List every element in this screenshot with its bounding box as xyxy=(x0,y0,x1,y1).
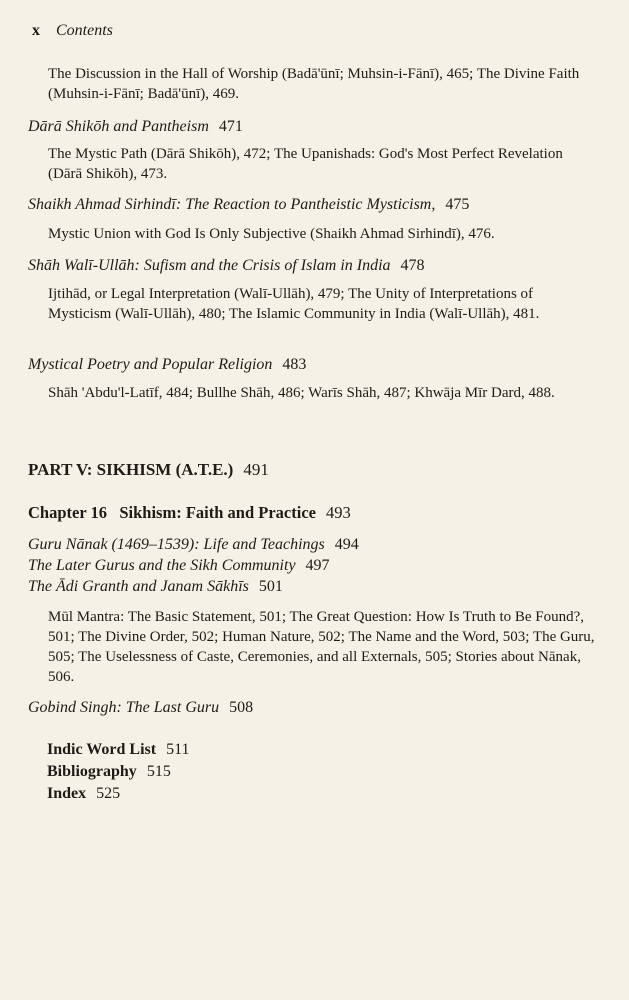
chapter-heading: Chapter 16 Sikhism: Faith and Practice 493 xyxy=(28,503,351,522)
page-header xyxy=(32,22,113,40)
section-heading: Guru Nānak (1469–1539): Life and Teachings 494 xyxy=(28,536,359,553)
entry-description: Shāh 'Abdu'l-Latīf, 484; Bullhe Shāh, 486; Warīs Shāh, 487; Khwāja Mīr Dard, 488. xyxy=(48,385,555,401)
page-number: x xyxy=(32,22,40,39)
section-heading: Gobind Singh: The Last Guru 508 xyxy=(28,699,254,716)
entry-description: The Mystic Path (Dārā Shikōh), 472; The Upanishads: God's Most Perfect Revelation (Dārā Shikōh), 473. xyxy=(48,146,563,182)
entry-description: Mystic Union with God Is Only Subjective (Shaikh Ahmad Sirhindī), 476. xyxy=(48,226,495,242)
page-ref: 493 xyxy=(326,503,351,522)
running-title: Contents xyxy=(56,22,113,39)
page-ref: 475 xyxy=(445,196,470,213)
page-ref: 508 xyxy=(229,699,254,716)
page-ref: 515 xyxy=(146,763,171,780)
part-heading: PART V: SIKHISM (A.T.E.) 491 xyxy=(28,460,269,479)
entry-description: The Discussion in the Hall of Worship (Badā'ūnī; Muhsin-i-Fānī), 465; The Divine Faith (Muhsin-i-Fānī; Badā'ūnī), 469. xyxy=(48,66,580,102)
page-ref: 497 xyxy=(305,557,330,574)
page-ref: 471 xyxy=(218,118,243,135)
section-heading: The Ādi Granth and Janam Sākhīs 501 xyxy=(28,578,283,595)
page-ref: 511 xyxy=(166,741,190,758)
page-ref: 525 xyxy=(96,785,121,802)
entry-description: Ijtihād, or Legal Interpretation (Walī-Ullāh), 479; The Unity of Interpretations of Mysticism (Walī-Ullāh), 480; The Islamic Community in India (Walī-Ullāh), 481. xyxy=(48,286,540,322)
entry-description: Mūl Mantra: The Basic Statement, 501; The Great Question: How Is Truth to Be Found?, 501; The Divine Order, 502; Human Nature, 502; The Name and the Word, 503; The Guru, 505; The Uselessness of Caste, Ceremonies, and all Externals, 505; Stories about Nānak, 506. xyxy=(48,609,595,685)
page-ref: 494 xyxy=(334,536,359,553)
section-heading: Shaikh Ahmad Sirhindī: The Reaction to Pantheistic Mysticism, 475 xyxy=(28,196,470,213)
section-heading: Dārā Shikōh and Pantheism 471 xyxy=(28,118,243,135)
section-heading: Shāh Walī-Ullāh: Sufism and the Crisis of Islam in India 478 xyxy=(28,257,425,274)
page-ref: 478 xyxy=(400,257,425,274)
page-ref: 483 xyxy=(282,356,307,373)
section-heading: Mystical Poetry and Popular Religion 483 xyxy=(28,356,307,373)
back-matter-item: Bibliography 515 xyxy=(47,763,171,780)
section-heading: The Later Gurus and the Sikh Community 497 xyxy=(28,557,330,574)
page-ref: 491 xyxy=(243,460,269,479)
back-matter-item: Indic Word List 511 xyxy=(47,741,190,758)
page-ref: 501 xyxy=(258,578,283,595)
back-matter-item: Index 525 xyxy=(47,785,121,802)
